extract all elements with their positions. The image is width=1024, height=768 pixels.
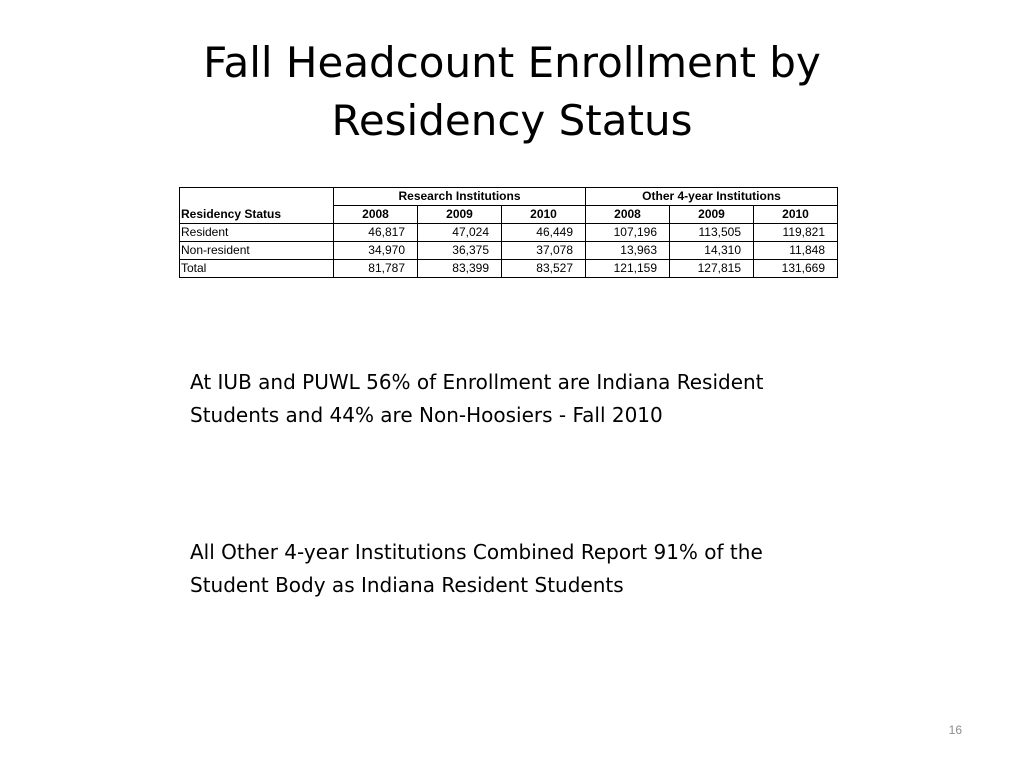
- year-header: 2010: [754, 206, 838, 224]
- table-cell: 46,449: [502, 224, 586, 242]
- table-cell: 107,196: [586, 224, 670, 242]
- table-row-resident: [180, 224, 838, 242]
- note-other-institutions: All Other 4-year Institutions Combined Report 91% of the Student Body as Indiana Resident Students: [190, 540, 763, 597]
- table-row-total: [180, 260, 838, 278]
- row-label: Non-resident: [180, 242, 334, 260]
- enrollment-table: [179, 187, 838, 278]
- year-header: 2008: [586, 206, 670, 224]
- table-cell: 46,817: [334, 224, 418, 242]
- row-label: Total: [180, 260, 334, 278]
- table-group-header-row: [180, 188, 838, 206]
- group-header-research: Research Institutions: [334, 188, 586, 206]
- year-header: 2008: [334, 206, 418, 224]
- table-cell: 83,399: [418, 260, 502, 278]
- table-cell: 81,787: [334, 260, 418, 278]
- table-cell: 34,970: [334, 242, 418, 260]
- year-header: 2009: [670, 206, 754, 224]
- table-cell: 13,963: [586, 242, 670, 260]
- table-cell: 14,310: [670, 242, 754, 260]
- slide-title: Fall Headcount Enrollment by Residency Status: [203, 38, 821, 145]
- table-cell: 121,159: [586, 260, 670, 278]
- table-cell: 36,375: [418, 242, 502, 260]
- table-cell: 37,078: [502, 242, 586, 260]
- year-header: 2009: [418, 206, 502, 224]
- row-label: Resident: [180, 224, 334, 242]
- table-corner-top: [180, 188, 334, 206]
- table-row-non-resident: [180, 242, 838, 260]
- group-header-other: Other 4-year Institutions: [586, 188, 838, 206]
- year-header: 2010: [502, 206, 586, 224]
- table-cell: 119,821: [754, 224, 838, 242]
- table-cell: 47,024: [418, 224, 502, 242]
- table-year-header-row: [180, 206, 838, 224]
- table-cell: 127,815: [670, 260, 754, 278]
- table-cell: 83,527: [502, 260, 586, 278]
- table-cell: 131,669: [754, 260, 838, 278]
- note-iub-puwl: At IUB and PUWL 56% of Enrollment are Indiana Resident Students and 44% are Non-Hoosiers - Fall 2010: [190, 370, 764, 427]
- residency-status-header: Residency Status: [180, 206, 334, 224]
- table-cell: 113,505: [670, 224, 754, 242]
- table-cell: 11,848: [754, 242, 838, 260]
- slide-number: 16: [948, 723, 962, 737]
